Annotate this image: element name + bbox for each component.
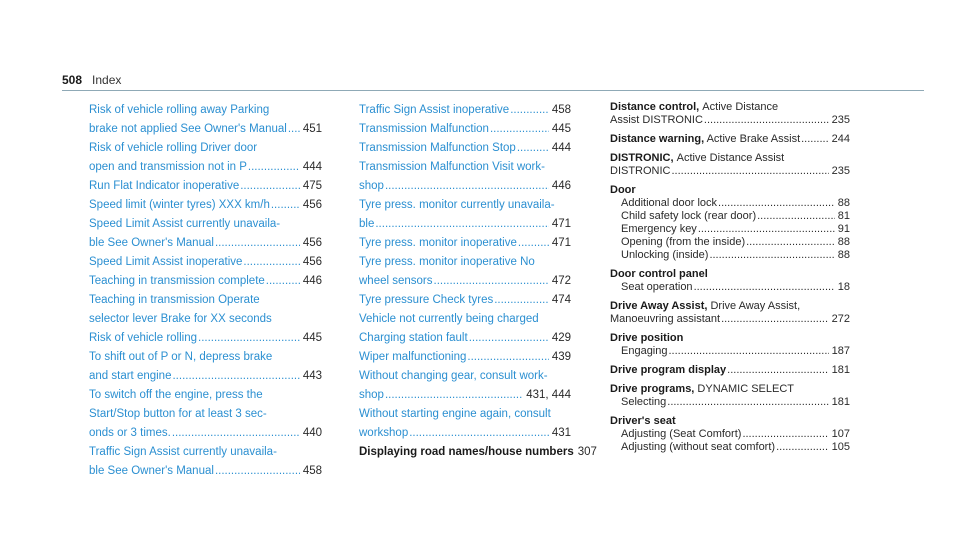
dot-leader: [375, 215, 548, 234]
sub-entry-text: Emergency key: [621, 223, 697, 235]
index-line: [610, 300, 850, 313]
index-entry: [89, 177, 322, 196]
entry-link-text[interactable]: workshop: [359, 427, 409, 439]
page-reference[interactable]: 444: [302, 161, 322, 173]
index-line: [359, 139, 571, 158]
index-description: DYNAMIC SELECT: [694, 383, 795, 395]
sub-entry-text: Adjusting (without seat comfort): [621, 441, 776, 453]
index-line: [359, 291, 571, 310]
index-continuation: Manoeuvring assistant: [610, 313, 721, 325]
page-reference[interactable]: 107: [831, 428, 850, 440]
index-line: [610, 332, 850, 345]
index-line: [359, 348, 571, 367]
page-reference[interactable]: 446: [551, 180, 571, 192]
index-line: [610, 114, 850, 127]
index-entry: [89, 215, 322, 253]
index-line: [89, 291, 322, 310]
index-entry: [359, 348, 571, 367]
sub-entry-text: Unlocking (inside): [621, 249, 709, 261]
index-entry: [89, 272, 322, 291]
dot-leader: [698, 223, 835, 236]
index-heading: Displaying road names/house numbers: [359, 446, 574, 458]
page-reference[interactable]: 443: [302, 370, 322, 382]
index-column-3: [610, 101, 850, 460]
dot-leader: [709, 249, 834, 262]
index-line: [359, 101, 571, 120]
index-line: [89, 310, 322, 329]
entry-link-text[interactable]: Traffic Sign Assist inoperative: [359, 104, 510, 116]
page-reference[interactable]: 88: [837, 236, 850, 248]
index-line: [610, 415, 850, 428]
index-heading: Driver's seat: [610, 415, 676, 427]
index-line: [359, 386, 571, 405]
index-heading: DISTRONIC,: [610, 152, 674, 164]
entry-link-text[interactable]: Transmission Malfunction: [359, 123, 489, 135]
entry-link-text[interactable]: Without changing gear, consult work-: [359, 370, 548, 382]
index-line: [610, 249, 850, 262]
index-line: [610, 345, 850, 358]
page-reference[interactable]: 235: [831, 165, 850, 177]
entry-link-text[interactable]: Teaching in transmission complete: [89, 275, 265, 287]
index-line: [610, 165, 850, 178]
page-reference[interactable]: 272: [831, 313, 850, 325]
index-description: Active Distance Assist: [673, 152, 785, 164]
index-heading: Door: [610, 184, 636, 196]
dot-leader: [266, 272, 300, 291]
index-line: [89, 443, 322, 462]
index-entry: [610, 101, 850, 127]
entry-link-text[interactable]: Charging station fault: [359, 332, 468, 344]
index-continuation: DISTRONIC: [610, 165, 671, 177]
index-line: [610, 197, 850, 210]
page-header: [62, 73, 121, 87]
dot-leader: [704, 114, 829, 127]
index-line-text: [610, 133, 800, 146]
index-line: [89, 424, 322, 443]
sub-entry-text: Child safety lock (rear door): [621, 210, 757, 222]
index-line: [359, 253, 571, 272]
index-line: [610, 268, 850, 281]
sub-entry-text: Additional door lock: [621, 197, 718, 209]
page-reference[interactable]: 431: [551, 427, 571, 439]
dot-leader: [801, 133, 829, 146]
entry-link-text[interactable]: Teaching in transmission Operate: [89, 294, 260, 306]
page-reference[interactable]: 451: [302, 123, 322, 135]
index-heading: Door control panel: [610, 268, 708, 280]
index-entry: [610, 133, 850, 146]
page-reference[interactable]: 88: [837, 249, 850, 261]
index-line: [89, 329, 322, 348]
dot-leader: [215, 234, 300, 253]
page-reference[interactable]: 88: [837, 197, 850, 209]
index-entry: [610, 300, 850, 326]
index-column-2: [359, 101, 597, 462]
dot-leader: [510, 101, 549, 120]
dot-leader: [172, 367, 299, 386]
page-number: 508: [62, 73, 83, 87]
index-line: [610, 236, 850, 249]
page-reference[interactable]: 456: [302, 199, 322, 211]
index-line: [89, 139, 322, 158]
dot-leader: [385, 386, 523, 405]
index-entry: [89, 443, 322, 481]
index-line: [610, 441, 850, 454]
index-heading: Drive Away Assist,: [610, 300, 708, 312]
index-continuation: Assist DISTRONIC: [610, 114, 703, 126]
entry-link-text[interactable]: Without starting engine again, consult: [359, 408, 551, 420]
index-line: [89, 234, 322, 253]
index-line: [610, 210, 850, 223]
dot-leader: [271, 196, 300, 215]
index-line: [610, 101, 850, 114]
index-entry: [89, 101, 322, 139]
entry-link-text[interactable]: Risk of vehicle rolling Driver door: [89, 142, 258, 154]
index-line: [359, 272, 571, 291]
index-heading: Drive program display: [610, 364, 727, 376]
sub-entry-text: Seat operation: [621, 281, 693, 293]
page-reference[interactable]: 471: [551, 237, 571, 249]
entry-link-text[interactable]: To switch off the engine, press the: [89, 389, 263, 401]
index-line: [610, 281, 850, 294]
index-entry: [610, 184, 850, 262]
sub-entry-text: Engaging: [621, 345, 668, 357]
index-entry: [89, 329, 322, 348]
dot-leader: [494, 291, 549, 310]
page-reference[interactable]: 456: [302, 256, 322, 268]
page-reference[interactable]: 456: [302, 237, 322, 249]
dot-leader: [718, 197, 835, 210]
dot-leader: [243, 253, 299, 272]
index-entry: [359, 405, 571, 443]
page-reference[interactable]: 474: [551, 294, 571, 306]
dot-leader: [694, 281, 835, 294]
dot-leader: [172, 424, 300, 443]
index-entry: [359, 101, 571, 120]
page-reference[interactable]: 440: [302, 427, 322, 439]
index-description: Drive Away Assist,: [707, 300, 801, 312]
index-entry: [89, 253, 322, 272]
page-reference[interactable]: 235: [831, 114, 850, 126]
index-entry: [359, 120, 571, 139]
page-reference[interactable]: 81: [837, 210, 850, 222]
entry-link-text[interactable]: open and transmission not in P: [89, 161, 247, 173]
sub-entry-text: Opening (from the inside): [621, 236, 746, 248]
dot-leader: [757, 210, 835, 223]
index-line: [89, 196, 322, 215]
index-heading: Distance warning,: [610, 133, 705, 145]
index-entry: [359, 196, 571, 234]
page-reference[interactable]: 181: [831, 396, 850, 408]
index-line: [610, 184, 850, 197]
index-line: [610, 313, 850, 326]
entry-link-text[interactable]: Start/Stop button for at least 3 sec-: [89, 408, 267, 420]
index-line: [610, 223, 850, 236]
index-entry: [359, 253, 571, 291]
entry-link-text[interactable]: ble See Owner's Manual: [89, 465, 214, 477]
index-heading: Drive programs,: [610, 383, 695, 395]
index-entry: [359, 367, 571, 405]
entry-link-text[interactable]: Run Flat Indicator inoperative: [89, 180, 240, 192]
dot-leader: [669, 345, 829, 358]
entry-link-text[interactable]: selector lever Brake for XX seconds: [89, 313, 272, 325]
index-entry: [610, 383, 850, 409]
page-reference[interactable]: 244: [831, 133, 850, 145]
index-line: [89, 367, 322, 386]
index-line: [89, 177, 322, 196]
dot-leader: [517, 139, 549, 158]
index-line: [610, 396, 850, 409]
index-entry: [89, 139, 322, 177]
dot-leader: [721, 313, 829, 326]
index-entry: [359, 158, 571, 196]
dot-leader: [490, 120, 549, 139]
index-line: [359, 329, 571, 348]
index-heading: Distance control,: [610, 101, 700, 113]
entry-link-text[interactable]: and start engine: [89, 370, 172, 382]
dot-leader: [727, 364, 828, 377]
dot-leader: [434, 272, 549, 291]
page-reference[interactable]: 446: [302, 275, 322, 287]
dot-leader: [518, 234, 549, 253]
dot-leader: [469, 329, 549, 348]
index-line: [89, 386, 322, 405]
entry-link-text[interactable]: Tyre press. monitor inoperative: [359, 237, 517, 249]
index-line: [89, 120, 322, 139]
entry-link-text[interactable]: Traffic Sign Assist currently unavaila-: [89, 446, 277, 458]
index-line: [610, 428, 850, 441]
entry-link-text[interactable]: onds or 3 times.: [89, 427, 171, 439]
page-reference[interactable]: 475: [302, 180, 322, 192]
entry-link-text[interactable]: Tyre press. monitor currently unavaila-: [359, 199, 555, 211]
entry-link-text[interactable]: Vehicle not currently being charged: [359, 313, 539, 325]
index-line: [359, 310, 571, 329]
dot-leader: [667, 396, 828, 409]
page-reference[interactable]: 18: [837, 281, 850, 293]
sub-entry-text: Selecting: [621, 396, 667, 408]
dot-leader: [248, 158, 300, 177]
index-line: [89, 253, 322, 272]
page-reference[interactable]: 445: [302, 332, 322, 344]
index-line: [89, 348, 322, 367]
entry-link-text[interactable]: Speed limit (winter tyres) XXX km/h: [89, 199, 270, 211]
dot-leader: [240, 177, 300, 196]
dot-leader: [198, 329, 300, 348]
section-title: Index: [92, 73, 122, 87]
dot-leader: [215, 462, 300, 481]
index-line: [359, 234, 571, 253]
index-entry: [610, 364, 850, 377]
entry-link-text[interactable]: ble See Owner's Manual: [89, 237, 214, 249]
entry-link-text[interactable]: Speed Limit Assist currently unavaila-: [89, 218, 281, 230]
index-line: [359, 424, 571, 443]
entry-link-text[interactable]: ble: [359, 218, 375, 230]
index-entry: [359, 310, 571, 348]
index-line: [610, 383, 850, 396]
entry-link-text[interactable]: Tyre pressure Check tyres: [359, 294, 494, 306]
index-line: [359, 196, 571, 215]
index-entry: [610, 268, 850, 294]
index-line: [89, 101, 322, 120]
index-entry: [89, 291, 322, 329]
header-rule: [62, 90, 924, 91]
index-line: [610, 133, 850, 146]
index-entry: [359, 443, 597, 462]
page-reference[interactable]: 458: [302, 465, 322, 477]
entry-link-text[interactable]: Risk of vehicle rolling away Parking: [89, 104, 270, 116]
index-line: [359, 215, 571, 234]
index-entry: [359, 139, 571, 158]
dot-leader: [672, 165, 829, 178]
entry-link-text[interactable]: Transmission Malfunction Visit work-: [359, 161, 545, 173]
index-description: Active Distance: [699, 101, 779, 113]
dot-leader: [467, 348, 548, 367]
entry-link-text[interactable]: Speed Limit Assist inoperative: [89, 256, 243, 268]
dot-leader: [742, 428, 828, 441]
index-line: [359, 177, 571, 196]
index-line: [89, 215, 322, 234]
page-reference[interactable]: 444: [551, 142, 571, 154]
page-reference[interactable]: 445: [551, 123, 571, 135]
page-reference[interactable]: 307: [577, 446, 597, 458]
page-reference[interactable]: 458: [551, 104, 571, 116]
entry-link-text[interactable]: To shift out of P or N, depress brake: [89, 351, 273, 363]
entry-link-text[interactable]: brake not applied See Owner's Manual: [89, 123, 287, 135]
index-column-1: [89, 101, 322, 481]
entry-link-text[interactable]: wheel sensors: [359, 275, 433, 287]
index-line: [359, 443, 597, 462]
index-heading: Drive position: [610, 332, 684, 344]
page-reference[interactable]: 439: [551, 351, 571, 363]
index-entry: [610, 152, 850, 178]
entry-link-text[interactable]: Wiper malfunctioning: [359, 351, 467, 363]
page-reference[interactable]: 91: [837, 223, 850, 235]
page-reference[interactable]: 105: [831, 441, 850, 453]
page-reference[interactable]: 187: [831, 345, 850, 357]
index-line: [359, 120, 571, 139]
dot-leader: [385, 177, 549, 196]
page-reference[interactable]: 471: [551, 218, 571, 230]
index-entry: [610, 415, 850, 454]
dot-leader: [776, 441, 829, 454]
page-reference[interactable]: 429: [551, 332, 571, 344]
index-line: [89, 405, 322, 424]
index-entry: [89, 348, 322, 386]
index-entry: [359, 291, 571, 310]
index-line: [359, 158, 571, 177]
entry-link-text[interactable]: Transmission Malfunction Stop: [359, 142, 516, 154]
dot-leader: [288, 120, 300, 139]
page-reference[interactable]: 472: [551, 275, 571, 287]
dot-leader: [409, 424, 549, 443]
index-line: [610, 364, 850, 377]
index-line: [610, 152, 850, 165]
index-description: Active Brake Assist: [704, 133, 801, 145]
index-entry: [89, 196, 322, 215]
entry-link-text[interactable]: Tyre press. monitor inoperative No: [359, 256, 535, 268]
index-entry: [359, 234, 571, 253]
entry-link-text[interactable]: Risk of vehicle rolling: [89, 332, 198, 344]
page-reference[interactable]: 431, 444: [526, 389, 571, 401]
index-line: [89, 462, 322, 481]
dot-leader: [746, 236, 835, 249]
page-reference[interactable]: 181: [831, 364, 850, 376]
index-entry: [89, 386, 322, 443]
index-line: [89, 158, 322, 177]
index-line: [89, 272, 322, 291]
entry-link-text[interactable]: shop: [359, 180, 384, 192]
index-line: [359, 405, 571, 424]
sub-entry-text: Adjusting (Seat Comfort): [621, 428, 742, 440]
index-line: [359, 367, 571, 386]
index-entry: [610, 332, 850, 358]
entry-link-text[interactable]: shop: [359, 389, 384, 401]
